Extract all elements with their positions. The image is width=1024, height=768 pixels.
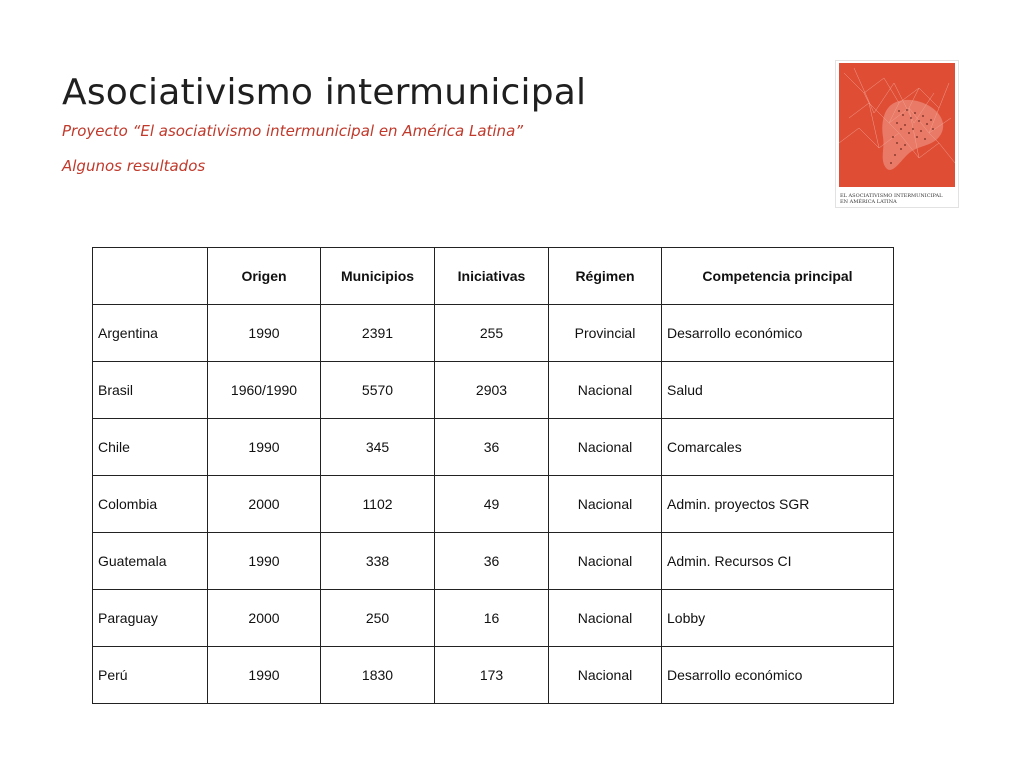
book-cover-title: EL ASOCIATIVISMO INTERMUNICIPAL EN AMÉRICA LATINA <box>840 193 943 205</box>
cell-municipios: 1102 <box>321 476 435 533</box>
section-subtitle: Algunos resultados <box>62 157 206 175</box>
table-row <box>93 305 894 362</box>
cell-iniciativas: 255 <box>435 305 549 362</box>
cell-competencia: Admin. proyectos SGR <box>662 476 894 533</box>
cell-iniciativas: 49 <box>435 476 549 533</box>
cell-competencia: Desarrollo económico <box>662 647 894 704</box>
cell-regimen: Provincial <box>549 305 662 362</box>
header-origen: Origen <box>208 248 321 305</box>
header-iniciativas: Iniciativas <box>435 248 549 305</box>
cell-regimen: Nacional <box>549 647 662 704</box>
cell-origen: 2000 <box>208 476 321 533</box>
table-row <box>93 362 894 419</box>
cell-origen: 1960/1990 <box>208 362 321 419</box>
header-municipios: Municipios <box>321 248 435 305</box>
cell-competencia: Comarcales <box>662 419 894 476</box>
cell-municipios: 5570 <box>321 362 435 419</box>
table-row <box>93 647 894 704</box>
cell-competencia: Lobby <box>662 590 894 647</box>
cell-country: Argentina <box>93 305 208 362</box>
cell-iniciativas: 36 <box>435 533 549 590</box>
cell-competencia: Admin. Recursos CI <box>662 533 894 590</box>
cell-regimen: Nacional <box>549 590 662 647</box>
cell-origen: 1990 <box>208 419 321 476</box>
results-table <box>92 247 894 704</box>
cell-regimen: Nacional <box>549 362 662 419</box>
cell-municipios: 1830 <box>321 647 435 704</box>
project-subtitle: Proyecto “El asociativismo intermunicipal en América Latina” <box>62 122 524 140</box>
cell-country: Perú <box>93 647 208 704</box>
cell-municipios: 2391 <box>321 305 435 362</box>
cell-country: Colombia <box>93 476 208 533</box>
cell-country: Brasil <box>93 362 208 419</box>
cell-origen: 2000 <box>208 590 321 647</box>
cell-municipios: 338 <box>321 533 435 590</box>
cell-iniciativas: 173 <box>435 647 549 704</box>
cell-iniciativas: 36 <box>435 419 549 476</box>
cell-regimen: Nacional <box>549 476 662 533</box>
cell-origen: 1990 <box>208 647 321 704</box>
table-header-row <box>93 248 894 305</box>
cell-competencia: Salud <box>662 362 894 419</box>
header-country <box>93 248 208 305</box>
cell-origen: 1990 <box>208 533 321 590</box>
cell-municipios: 345 <box>321 419 435 476</box>
table-row <box>93 419 894 476</box>
table-row <box>93 533 894 590</box>
cell-competencia: Desarrollo económico <box>662 305 894 362</box>
cell-regimen: Nacional <box>549 419 662 476</box>
table-row <box>93 476 894 533</box>
cell-iniciativas: 16 <box>435 590 549 647</box>
table-row <box>93 590 894 647</box>
book-cover-image <box>835 60 959 208</box>
cell-municipios: 250 <box>321 590 435 647</box>
cell-regimen: Nacional <box>549 533 662 590</box>
cell-country: Chile <box>93 419 208 476</box>
cell-country: Paraguay <box>93 590 208 647</box>
cell-origen: 1990 <box>208 305 321 362</box>
slide-title: Asociativismo intermunicipal <box>62 72 587 113</box>
header-regimen: Régimen <box>549 248 662 305</box>
cell-iniciativas: 2903 <box>435 362 549 419</box>
header-competencia: Competencia principal <box>662 248 894 305</box>
cell-country: Guatemala <box>93 533 208 590</box>
book-cover-illustration <box>839 63 955 187</box>
